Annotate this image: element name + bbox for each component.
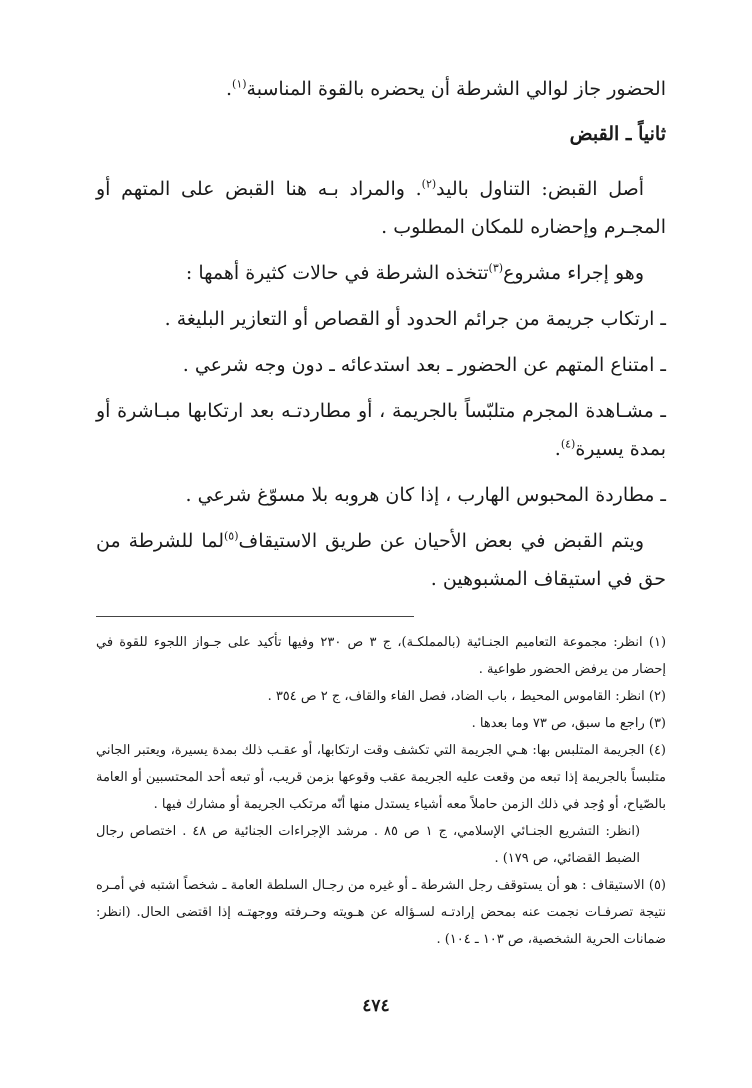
footnote-4: (٤) الجريمة المتلبس بها: هـي الجريمة التي تكشف وقت ارتكابها، أو عقـب ذلك بمدة يسيرة، ويعتبر الجاني متلبساً بالجريمة إذا تبعه من وقعت عليه الجريمة عقب وقوعها بزمن قريب، أو تبعه أحد المحتسبين أو العامة بالصّياح، أو وُجد في ذلك الزمن حاملاً معه أشياء يستدل منها أنّه مرتكب الجريمة أو مشارك فيها .: [96, 743, 666, 812]
footnote-3: (٣) راجع ما سبق، ص ٧٣ وما بعدها .: [471, 716, 666, 731]
footnote-ref: (٤): [560, 437, 576, 451]
page-number: ٤٧٤: [362, 996, 390, 1016]
list-item: ـ امتناع المتهم عن الحضور ـ بعد استدعائه ـ دون وجه شرعي .: [182, 354, 666, 376]
footnote-divider: [96, 616, 414, 617]
footnote-ref: (١): [232, 77, 247, 91]
footnote-ref: (٣): [488, 261, 504, 275]
list-item: ـ ارتكاب جريمة من جرائم الحدود أو القصاص أو التعازير البليغة .: [164, 308, 666, 330]
section-heading: ثانياً ـ القبض: [569, 123, 666, 145]
page-content: [96, 70, 666, 953]
continuation-line: الحضور جاز لوالي الشرطة أن يحضره بالقوة المناسبة$^{(١)}$.: [225, 77, 666, 100]
paragraph-definition: أصل القبض: التناول باليد$^{(٢)}$. والمراد بـه هنا القبض على المتهم أو المجـرم وإحضاره للمكان المطلوب .: [96, 177, 666, 238]
paragraph-stopping: ويتم القبض في بعض الأحيان عن طريق الاستيقاف$^{(٥)}$لما للشرطة من حق في استيقاف المشبوهين .: [96, 529, 666, 590]
list-item: ـ مطاردة المحبوس الهارب ، إذا كان هروبه بلا مسوّغ شرعي .: [185, 484, 666, 506]
list-item: ـ مشـاهدة المجرم متلبّساً بالجريمة ، أو مطاردتـه بعد ارتكابها مبـاشرة أو بمدة يسيرة$^{(٤)}$.: [96, 400, 666, 460]
footnote-2: (٢) انظر: القاموس المحيط ، باب الضاد، فصل الفاء والقاف، ج ٢ ص ٣٥٤ .: [267, 689, 666, 704]
footnote-4-sources: (انظر: التشريع الجنـائي الإسلامي، ج ١ ص ٨٥ . مرشد الإجراءات الجنائية ص ٤٨ . اختصاص رجال الضبط القضائي، ص ١٧٩) .: [96, 824, 641, 866]
footnote-5: (٥) الاستيقاف : هو أن يستوقف رجل الشرطة ـ أو غيره من رجـال السلطة العامة ـ شخصاً اشتبه في أمـره نتيجة تصرفـات نجمت عنه بمحض إرادتـه لسـؤاله عن هـويته وحـرفته ووجهتـه إذا اقتضى الحال. (انظر: ضمانات الحرية الشخصية، ص ١٠٣ ـ ١٠٤) .: [96, 878, 666, 947]
paragraph-cases-intro: وهو إجراء مشروع$^{(٣)}$تتخذه الشرطة في حالات كثيرة أهمها :: [185, 261, 644, 284]
footnote-ref: (٥): [223, 529, 239, 543]
footnote-1: (١) انظر: مجموعة التعاميم الجنـائية (بالمملكـة)، ج ٣ ص ٢٣٠ وفيها تأكيد على جـواز اللجوء للقوة في إحضار من يرفض الحضور طواعية .: [96, 635, 667, 677]
footnote-ref: (٢): [421, 177, 437, 191]
